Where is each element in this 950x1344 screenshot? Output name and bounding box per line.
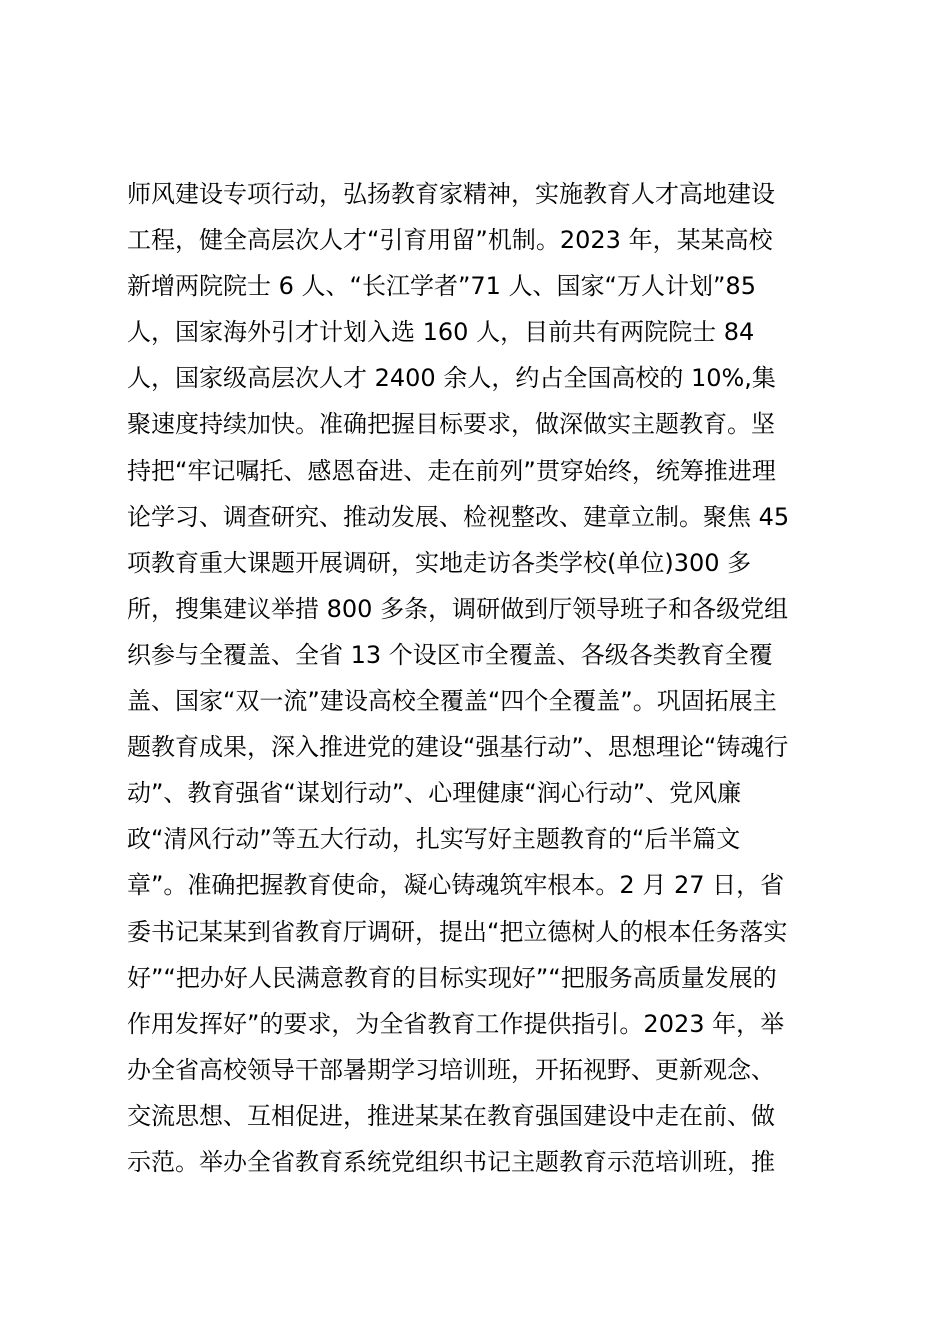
text-line: 题教育成果，深入推进党的建设“强基行动”、思想理论“铸魂行 bbox=[127, 733, 789, 762]
text-line: 动”、教育强省“谋划行动”、心理健康“润心行动”、党风廉 bbox=[127, 779, 742, 808]
text-line: 新增两院院士 6 人、“长江学者”71 人、国家“万人计划”85 bbox=[127, 272, 756, 301]
text-line: 交流思想、互相促进，推进某某在教育强国建设中走在前、做 bbox=[127, 1101, 775, 1130]
text-line: 工程，健全高层次人才“引育用留”机制。2023 年，某某高校 bbox=[127, 226, 773, 255]
text-line: 人，国家级高层次人才 2400 余人，约占全国高校的 10%,集 bbox=[127, 364, 776, 393]
text-line: 所，搜集建议举措 800 多条，调研做到厅领导班子和各级党组 bbox=[127, 594, 789, 623]
text-line: 政“清风行动”等五大行动，扎实写好主题教育的“后半篇文 bbox=[127, 825, 741, 854]
text-line: 论学习、调查研究、推动发展、检视整改、建章立制。聚焦 45 bbox=[127, 502, 790, 531]
body-text bbox=[127, 171, 847, 1185]
text-line: 章”。准确把握教育使命，凝心铸魂筑牢根本。2 月 27 日，省 bbox=[127, 871, 785, 900]
text-line: 师风建设专项行动，弘扬教育家精神，实施教育人才高地建设 bbox=[127, 180, 775, 208]
text-line: 示范。举办全省教育系统党组织书记主题教育示范培训班，推 bbox=[127, 1147, 775, 1176]
text-line: 织参与全覆盖、全省 13 个设区市全覆盖、各级各类教育全覆 bbox=[127, 640, 773, 669]
text-line: 盖、国家“双一流”建设高校全覆盖“四个全覆盖”。巩固拓展主 bbox=[127, 687, 777, 716]
text-line: 人，国家海外引才计划入选 160 人，目前共有两院院士 84 bbox=[127, 318, 755, 347]
text-line: 好”“把办好人民满意教育的目标实现好”“把服务高质量发展的 bbox=[127, 963, 777, 992]
text-line: 办全省高校领导干部暑期学习培训班，开拓视野、更新观念、 bbox=[127, 1055, 775, 1084]
text-line: 作用发挥好”的要求，为全省教育工作提供指引。2023 年，举 bbox=[127, 1009, 785, 1038]
text-line: 项教育重大课题开展调研，实地走访各类学校(单位)300 多 bbox=[127, 548, 752, 577]
text-line: 委书记某某到省教育厅调研，提出“把立德树人的根本任务落实 bbox=[127, 917, 788, 946]
text-line: 聚速度持续加快。准确把握目标要求，做深做实主题教育。坚 bbox=[127, 410, 775, 439]
text-line: 持把“牢记嘱托、感恩奋进、走在前列”贯穿始终，统筹推进理 bbox=[127, 456, 776, 485]
